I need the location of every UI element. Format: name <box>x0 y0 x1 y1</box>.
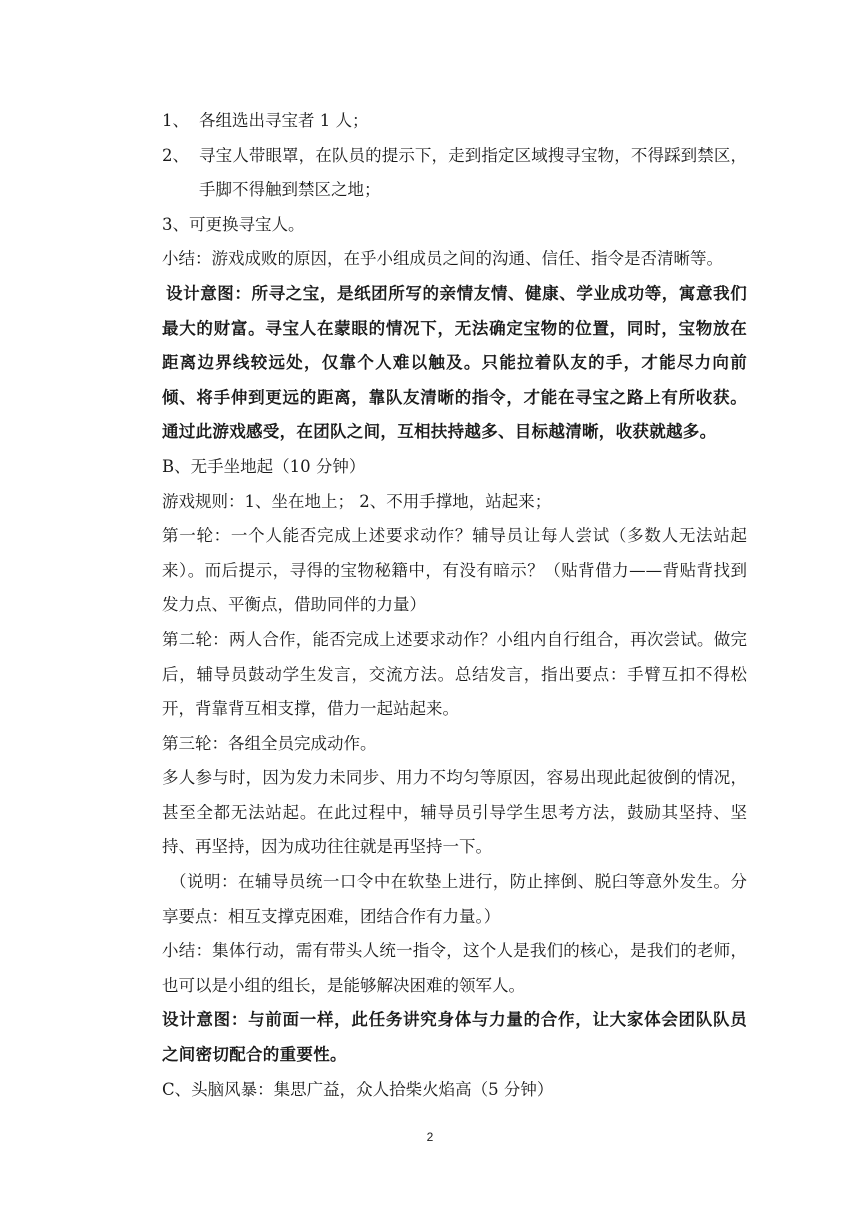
list-number: 1、 <box>162 111 189 130</box>
list-number: 2、 <box>162 145 189 165</box>
round-one-paragraph: 第一轮：一个人能否完成上述要求动作？辅导员让每人尝试（多数人无法站起来）。而后提示，寻得的宝物秘籍中，有没有暗示？（贴背借力——背贴背找到发力点、平衡点，借助同伴的力量） <box>162 526 747 615</box>
document-body <box>162 104 747 1107</box>
list-text: 各组选出寻宝者 1 人； <box>199 111 369 130</box>
section-heading-c: C、头脑风暴：集思广益，众人拾柴火焰高（5 分钟） <box>162 1079 554 1099</box>
round-three-paragraph: 第三轮：各组全员完成动作。 <box>162 733 377 753</box>
list-item-3: 3、可更换寻宝人。 <box>162 214 305 234</box>
multi-person-paragraph: 多人参与时，因为发力未同步、用力不均匀等原因，容易出现此起彼倒的情况，甚至全都无法站起。在此过程中，辅导员引导学生思考方法，鼓励其坚持、坚持、再坚持，因为成功往往就是再坚持一下。 <box>162 768 747 857</box>
summary-paragraph: 小结：游戏成败的原因，在乎小组成员之间的沟通、信任、指令是否清晰等。 <box>162 249 723 269</box>
round-two-paragraph: 第二轮：两人合作，能否完成上述要求动作？小组内自行组合，再次尝试。做完后，辅导员鼓动学生发言，交流方法。总结发言，指出要点：手臂互扣不得松开，背靠背互相支撑，借力一起站起来。 <box>162 629 747 719</box>
section-heading-b: B、无手坐地起（10 分钟） <box>162 456 366 476</box>
design-intent-paragraph-2: 设计意图：与前面一样，此任务讲究身体与力量的合作，让大家体会团队队员之间密切配合的重要性。 <box>162 1010 747 1065</box>
design-intent-paragraph: 设计意图：所寻之宝，是纸团所写的亲情友情、健康、学业成功等，寓意我们最大的财富。寻宝人在蒙眼的情况下，无法确定宝物的位置，同时，宝物放在距离边界线较远处，仅靠个人难以触及。只能拉着队友的手，才能尽力向前倾、将手伸到更远的距离，靠队友清晰的指令，才能在寻宝之路上有所收获。通过此游戏感受，在团队之间，互相扶持越多、目标越清晰，收获就越多。 <box>162 283 747 442</box>
game-rules: 游戏规则：1、坐在地上； 2、不用手撑地，站起来； <box>162 491 552 511</box>
summary-paragraph-2: 小结：集体行动，需有带头人统一指令，这个人是我们的核心，是我们的老师，也可以是小组的组长，是能够解决困难的领军人。 <box>162 941 747 995</box>
note-paragraph: （说明：在辅导员统一口令中在软垫上进行，防止摔倒、脱臼等意外发生。分享要点：相互支撑克困难，团结合作有力量。） <box>162 872 747 926</box>
page-number: 2 <box>426 1130 434 1144</box>
list-item-1 <box>162 104 747 139</box>
list-text: 寻宝人带眼罩，在队员的提示下，走到指定区域搜寻宝物，不得踩到禁区，手脚不得触到禁区之地； <box>199 145 747 200</box>
list-item-2 <box>162 139 747 208</box>
